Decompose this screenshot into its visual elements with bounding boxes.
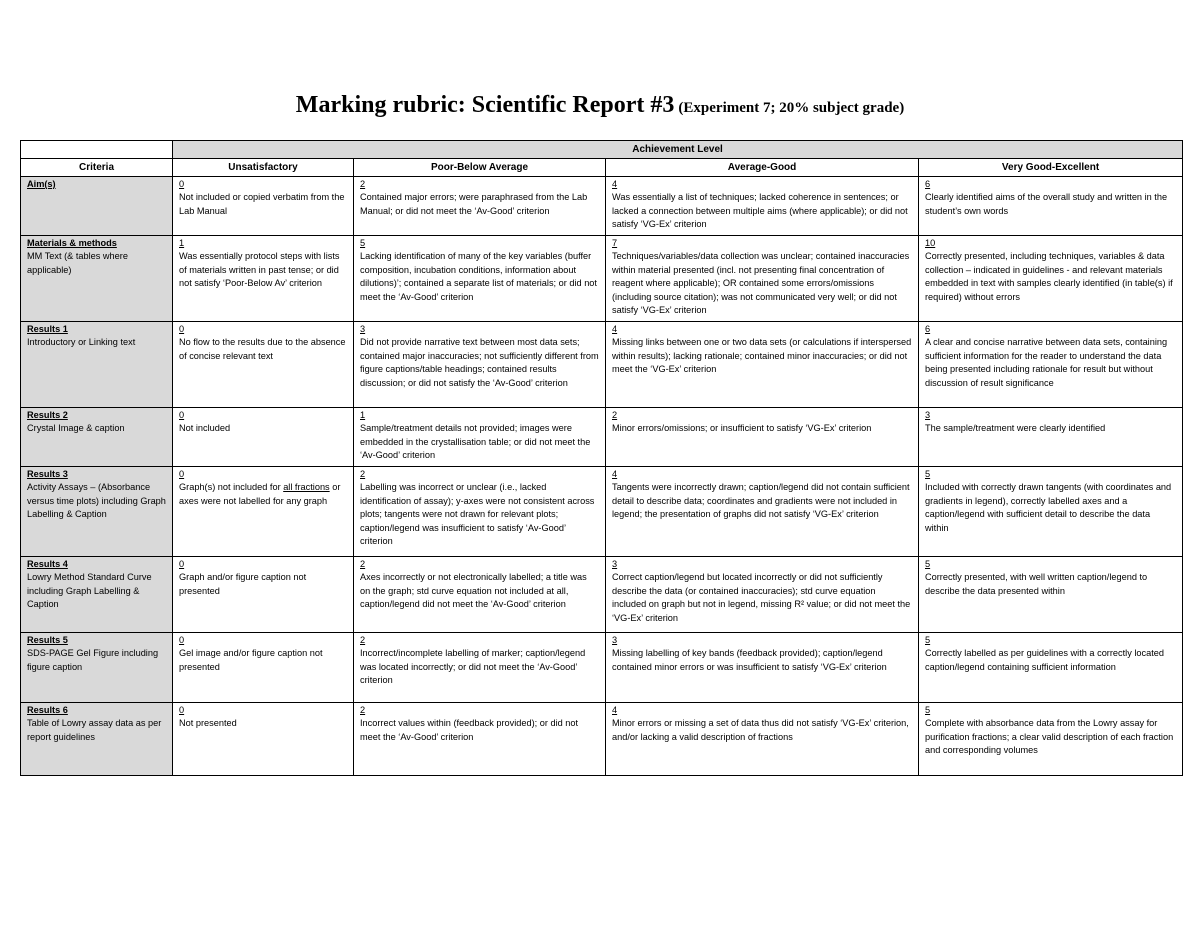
rubric-cell-poor-below-average [354,633,606,703]
description: Incorrect values within (feedback provided); or did not meet the ‘Av-Good’ criterion [360,718,579,742]
rubric-row-materials-methods [21,236,1183,322]
criteria-description: Table of Lowry assay data as per report guidelines [27,718,162,742]
rubric-cell-very-good-excellent [919,322,1183,408]
rubric-cell-poor-below-average [354,408,606,467]
score: 4 [612,324,618,334]
score: 2 [360,559,366,569]
description: Minor errors/omissions; or insufficient to satisfy ‘VG-Ex’ criterion [612,423,872,434]
rubric-cell-poor-below-average [354,467,606,557]
score: 0 [179,635,185,645]
score: 0 [179,324,185,334]
description: No flow to the results due to the absence of concise relevant text [179,337,346,361]
score: 0 [179,705,185,715]
rubric-cell-very-good-excellent [919,633,1183,703]
description: Included with correctly drawn tangents (with coordinates and gradients in legend), correctly labelled axes and a caption/legend with sufficient detail to describe the data within [925,482,1172,533]
description: Correctly presented, including techniques, variables & data collection – indicated in guidelines - and relevant materials embedded in text with samples clearly identified (in table(s) if required) without errors [925,251,1173,302]
criteria-name: Results 2 [27,410,68,420]
rubric-cell-very-good-excellent [919,703,1183,776]
description: Not included [179,423,231,434]
score: 4 [612,469,618,479]
rubric-cell-average-good [606,703,919,776]
rubric-cell-poor-below-average [354,322,606,408]
achievement-level-header: Achievement Level [173,141,1183,159]
score: 2 [360,705,366,715]
achievement-level-row [21,141,1183,159]
rubric-cell-unsatisfactory [173,177,354,236]
description: The sample/treatment were clearly identified [925,423,1106,434]
description: Not included or copied verbatim from the Lab Manual [179,192,345,216]
score: 2 [360,469,366,479]
description: Was essentially protocol steps with lists of materials written in past tense; or did not satisfy ‘Poor-Below Av’ criterion [179,251,340,289]
rubric-cell-very-good-excellent [919,557,1183,633]
rubric-cell-poor-below-average [354,177,606,236]
description: Did not provide narrative text between most data sets; contained major inaccuracies; not sufficiently different from figure captions/table headings; contained results discussion; or did not satisfy the ‘Av-Good’ criterion [360,337,599,388]
criteria-cell [21,177,173,236]
score: 5 [925,635,931,645]
description: Incorrect/incomplete labelling of marker; caption/legend was located incorrectly; or did not meet the ‘Av-Good’ criterion [360,648,586,686]
score: 5 [925,469,931,479]
rubric-cell-unsatisfactory [173,703,354,776]
description-emphasis: all fractions [283,482,330,493]
criteria-cell [21,322,173,408]
rubric-cell-average-good [606,322,919,408]
description-part: or axes were not labelled for any graph [179,482,341,506]
rubric-row-aims [21,177,1183,236]
score: 2 [360,635,366,645]
description: Missing labelling of key bands (feedback provided); caption/legend contained minor errors or was insufficient to satisfy ‘VG-Ex’ criterion [612,648,887,672]
rubric-cell-average-good [606,408,919,467]
score: 10 [925,238,936,248]
score: 0 [179,410,185,420]
criteria-name: Results 3 [27,469,68,479]
description: A clear and concise narrative between data sets, containing sufficient information for the reader to understand the data being presented including rationale for result but without discussion of result significance [925,337,1168,388]
description: Contained major errors; were paraphrased from the Lab Manual; or did not meet the ‘Av-Good’ criterion [360,192,588,216]
score: 0 [179,469,185,479]
score: 6 [925,324,931,334]
rubric-cell-poor-below-average [354,236,606,322]
rubric-cell-very-good-excellent [919,408,1183,467]
rubric-cell-unsatisfactory [173,467,354,557]
column-header-very-good-excellent: Very Good-Excellent [919,159,1183,177]
rubric-cell-average-good [606,177,919,236]
column-header-average-good: Average-Good [606,159,919,177]
score: 5 [360,238,366,248]
empty-corner-cell [21,141,173,159]
rubric-row-results-5 [21,633,1183,703]
description: Clearly identified aims of the overall study and written in the student’s own words [925,192,1168,216]
criteria-cell [21,703,173,776]
rubric-cell-average-good [606,633,919,703]
rubric-row-results-4 [21,557,1183,633]
rubric-row-results-6 [21,703,1183,776]
rubric-cell-average-good [606,467,919,557]
criteria-cell [21,633,173,703]
criteria-description: Introductory or Linking text [27,337,136,348]
title-main: Marking rubric: Scientific Report #3 [295,92,675,118]
score: 3 [925,410,931,420]
rubric-row-results-3 [21,467,1183,557]
criteria-description: MM Text (& tables where applicable) [27,251,128,275]
criteria-name: Materials & methods [27,238,117,248]
description: Correctly presented, with well written caption/legend to describe the data presented within [925,572,1148,596]
column-header-row [21,159,1183,177]
rubric-cell-unsatisfactory [173,633,354,703]
rubric-cell-average-good [606,557,919,633]
score: 5 [925,705,931,715]
column-header-poor-below-average: Poor-Below Average [354,159,606,177]
criteria-description: Crystal Image & caption [27,423,125,434]
description: Missing links between one or two data sets (or calculations if interspersed within results); lacking rationale; contained minor inaccuracies; or did not meet the ‘VG-Ex’ criterion [612,337,912,375]
rubric-cell-very-good-excellent [919,467,1183,557]
score: 7 [612,238,618,248]
description: Techniques/variables/data collection was unclear; contained inaccuracies within material presented (incl. not presenting final concentration of reagent where applicable); OR contained some errors/omissions (including source citation); was not communicated very well; or did not satisfy ‘VG-Ex’ criterion [612,251,910,316]
score: 4 [612,179,618,189]
criteria-name: Results 1 [27,324,68,334]
column-header-criteria: Criteria [21,159,173,177]
score: 2 [612,410,618,420]
description: Correct caption/legend but located incorrectly or did not sufficiently describe the data (or contained inaccuracies); std curve equation included on graph but not in legend, missing R² value; or did not meet the ‘VG-Ex’ criterion [612,572,911,623]
score: 1 [360,410,366,420]
criteria-cell [21,408,173,467]
rubric-cell-very-good-excellent [919,177,1183,236]
score: 3 [612,635,618,645]
page-title [0,92,1200,119]
score: 2 [360,179,366,189]
rubric-cell-unsatisfactory [173,322,354,408]
score: 3 [360,324,366,334]
rubric-table [20,140,1183,776]
rubric-cell-unsatisfactory [173,236,354,322]
description-part: Graph(s) not included for [179,482,284,493]
description: Was essentially a list of techniques; lacked coherence in sentences; or lacked a connection between multiple aims (where applicable); or did not satisfy ‘VG-Ex’ criterion [612,192,908,230]
score: 0 [179,559,185,569]
description: Complete with absorbance data from the Lowry assay for purification fractions; a clear valid description of each fraction and corresponding volumes [925,718,1174,756]
criteria-name: Results 6 [27,705,68,715]
criteria-cell [21,467,173,557]
criteria-name: Aim(s) [27,179,56,189]
rubric-row-results-1 [21,322,1183,408]
criteria-description: Activity Assays – (Absorbance versus time plots) including Graph Labelling & Caption [27,482,166,520]
description: Labelling was incorrect or unclear (i.e., lacked identification of assay); y-axes were not consistent across plots; tangents were not drawn for relevant plots; caption/legend was insufficient to satisfy ‘Av-Good’ criterion [360,482,595,547]
description: Correctly labelled as per guidelines with a correctly located caption/legend containing sufficient information [925,648,1164,672]
score: 3 [612,559,618,569]
rubric-cell-average-good [606,236,919,322]
criteria-description: Lowry Method Standard Curve including Graph Labelling & Caption [27,572,152,610]
rubric-cell-very-good-excellent [919,236,1183,322]
rubric-cell-unsatisfactory [173,557,354,633]
score: 6 [925,179,931,189]
rubric-cell-unsatisfactory [173,408,354,467]
criteria-name: Results 4 [27,559,68,569]
score: 5 [925,559,931,569]
rubric-row-results-2 [21,408,1183,467]
description: Sample/treatment details not provided; images were embedded in the crystallisation table; or did not meet the ‘Av-Good’ criterion [360,423,591,461]
criteria-cell [21,557,173,633]
rubric-cell-poor-below-average [354,703,606,776]
description: Graph and/or figure caption not presented [179,572,307,596]
title-subtitle: (Experiment 7; 20% subject grade) [678,100,905,116]
description: Gel image and/or figure caption not presented [179,648,323,672]
description: Lacking identification of many of the key variables (buffer composition, incubation conditions, information about dilutions)’; contained a separate list of materials; or did not meet the ‘Av-Good’ criterion [360,251,597,302]
score: 1 [179,238,185,248]
column-header-unsatisfactory: Unsatisfactory [173,159,354,177]
criteria-description: SDS-PAGE Gel Figure including figure caption [27,648,159,672]
rubric-cell-poor-below-average [354,557,606,633]
description: Tangents were incorrectly drawn; caption/legend did not contain sufficient detail to describe data; coordinates and gradients were not included in legend; the presentation of graphs did not satisfy ‘VG-Ex’ criterion [612,482,910,520]
criteria-name: Results 5 [27,635,68,645]
description: Minor errors or missing a set of data thus did not satisfy ‘VG-Ex’ criterion, and/or lacking a valid description of fractions [612,718,909,742]
description: Not presented [179,718,237,729]
score: 4 [612,705,618,715]
criteria-cell [21,236,173,322]
score: 0 [179,179,185,189]
description: Axes incorrectly or not electronically labelled; a title was on the graph; std curve equation not included at all, caption/legend did not meet the ‘Av-Good’ criterion [360,572,587,610]
